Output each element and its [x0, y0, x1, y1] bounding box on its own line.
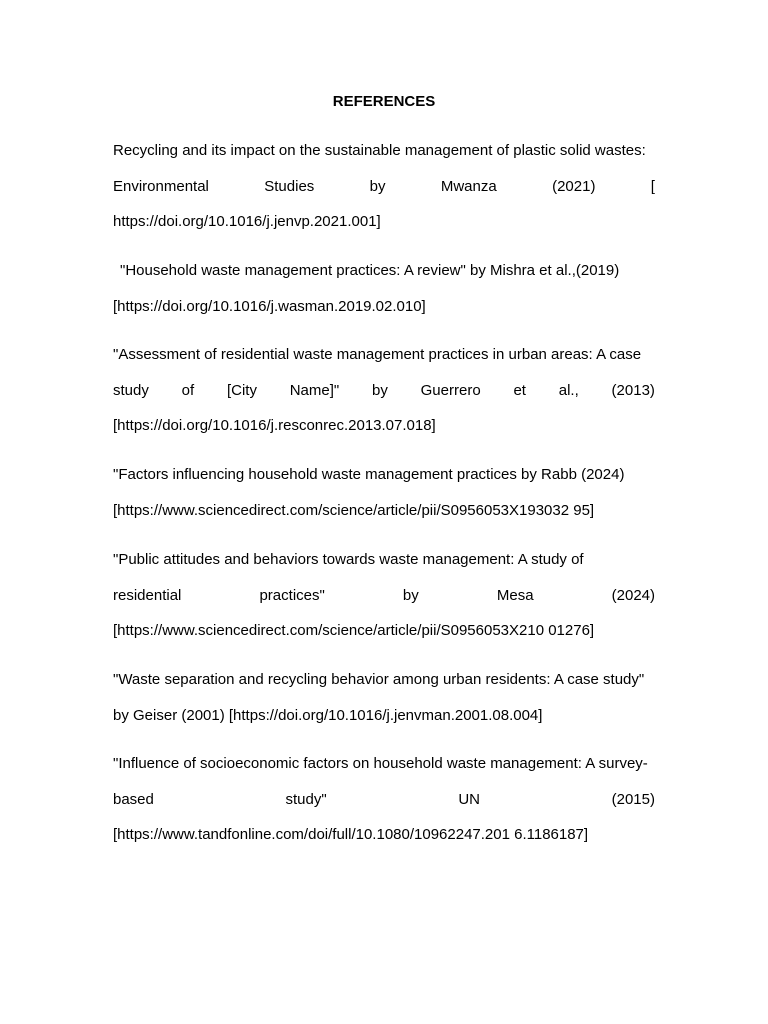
reference-word: [ [650, 177, 655, 195]
reference-line [113, 698, 655, 734]
reference-entry [113, 662, 655, 733]
reference-word: UN [458, 790, 480, 808]
reference-word: Name]" [289, 381, 340, 399]
reference-word: of [181, 381, 195, 399]
reference-line [113, 337, 655, 373]
reference-line [113, 457, 655, 493]
reference-word: by [402, 586, 419, 604]
reference-entry [113, 746, 655, 853]
reference-word: (2013) [611, 381, 655, 399]
reference-link[interactable]: [https://doi.org/10.1016/j.wasman.2019.02.010] [113, 297, 426, 315]
reference-line [113, 253, 655, 289]
reference-line [113, 373, 655, 409]
reference-line [113, 408, 655, 444]
reference-word: al., [558, 381, 579, 399]
reference-word: [City [226, 381, 257, 399]
reference-line [113, 493, 655, 529]
reference-word: (2024) [611, 586, 655, 604]
reference-line [113, 578, 655, 614]
reference-entry [113, 253, 655, 324]
reference-word: by [372, 381, 388, 399]
reference-entry [113, 542, 655, 649]
reference-text: by Geiser (2001) [https://doi.org/10.1016/j.jenvman.2001.08.004] [113, 706, 543, 724]
reference-link[interactable]: [https://doi.org/10.1016/j.resconrec.2013.07.018] [113, 417, 436, 434]
reference-line [113, 289, 655, 325]
reference-word: study" [285, 790, 327, 808]
reference-word: residential [113, 586, 182, 604]
reference-word: Mwanza [440, 177, 497, 195]
reference-word: et [513, 381, 526, 399]
reference-entry [113, 457, 655, 528]
reference-line [113, 746, 655, 782]
reference-word: (2021) [552, 177, 596, 195]
reference-word: Guerrero [420, 381, 481, 399]
reference-word: Studies [264, 177, 315, 195]
reference-entry [113, 133, 655, 240]
reference-text: "Household waste management practices: A review" by Mishra et al.,(2019) [120, 262, 620, 279]
reference-word: based [113, 790, 154, 808]
reference-line [113, 133, 655, 169]
reference-link[interactable]: [https://www.tandfonline.com/doi/full/10.1080/10962247.201 6.1186187] [113, 826, 589, 843]
reference-line [113, 204, 655, 240]
reference-word: practices" [259, 586, 325, 604]
reference-entry [113, 337, 655, 444]
reference-link[interactable]: [https://www.sciencedirect.com/science/article/pii/S0956053X210 01276] [113, 622, 595, 639]
reference-word: (2015) [611, 790, 655, 808]
reference-line [113, 542, 655, 578]
reference-text: Recycling and its impact on the sustainable management of plastic solid wastes: [113, 142, 646, 159]
reference-link[interactable]: https://doi.org/10.1016/j.jenvp.2021.001] [113, 213, 381, 230]
reference-word: Environmental [113, 177, 209, 195]
reference-line [113, 782, 655, 818]
reference-line [113, 662, 655, 698]
reference-text: "Waste separation and recycling behavior among urban residents: A case study" [113, 671, 645, 688]
page-title: REFERENCES [332, 93, 436, 110]
reference-word: by [369, 177, 386, 195]
reference-text: "Influence of socioeconomic factors on household waste management: A survey- [113, 755, 648, 772]
reference-line [113, 169, 655, 205]
reference-link[interactable]: [https://www.sciencedirect.com/science/article/pii/S0956053X193032 95] [113, 501, 595, 519]
reference-text: "Public attitudes and behaviors towards waste management: A study of [113, 551, 584, 568]
reference-word: study [113, 381, 149, 399]
reference-line [113, 817, 655, 853]
reference-text: "Assessment of residential waste management practices in urban areas: A case [113, 346, 642, 363]
reference-line [113, 613, 655, 649]
reference-word: Mesa [496, 586, 534, 604]
reference-text: "Factors influencing household waste management practices by Rabb (2024) [113, 466, 625, 483]
